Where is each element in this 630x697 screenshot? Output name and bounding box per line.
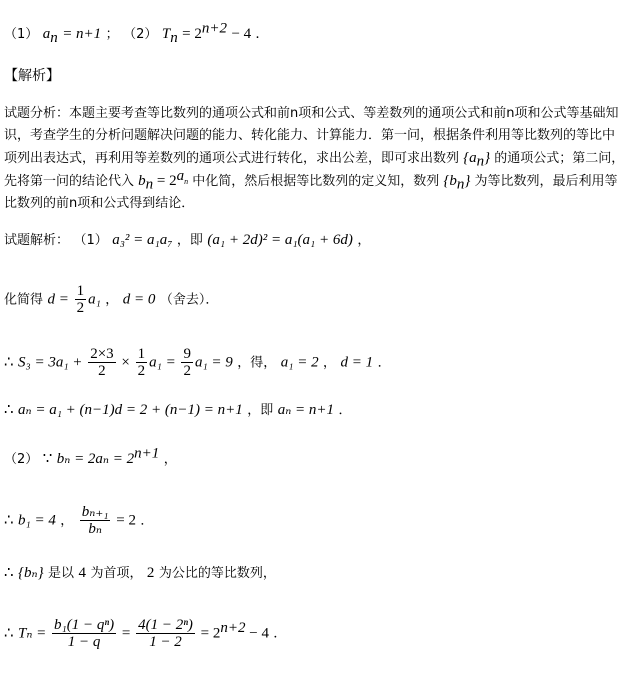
solution-s8-fraction-2 [136, 617, 195, 650]
solution-s2-note: （舍去）． [159, 292, 219, 308]
answer-part2-label: （2） [123, 27, 158, 42]
solution-s6-eq: = 2 [112, 512, 136, 529]
analysis-mid2: 中化简，然后根据等比数列的定义知，数列 [188, 174, 444, 189]
solution-step-5 [4, 445, 177, 470]
solution-s4-mid: ，即 [247, 403, 274, 418]
analysis-set-bn: {b [443, 173, 457, 189]
solution-s8-t: Tₙ = [18, 625, 51, 642]
solution-label: 试题解析： [4, 233, 70, 248]
solution-s7-text1: 是以 [48, 566, 75, 581]
analysis-bn-eq: = 2 [153, 173, 177, 189]
solution-s2-fraction [75, 283, 87, 316]
analysis-tail: 为等比数列，最后利用等比数列的前n项和公式得到结论． [4, 174, 618, 211]
solution-s2-mid: ， [105, 292, 119, 308]
solution-s8-f2-num: 4(1 − 2ⁿ) [138, 617, 193, 633]
analysis-bn-lhs: b [138, 173, 146, 189]
analysis-set-an-sub: n [476, 153, 485, 170]
jiexi-heading: 【解析】 [4, 68, 60, 84]
answer-an-symbol: a [42, 26, 51, 42]
solution-s8-eq2: = 2 [196, 625, 221, 642]
answer-tn-tail: − 4 [231, 26, 252, 42]
solution-step-8 [4, 617, 277, 650]
solution-s3-f1-den: 2 [98, 363, 106, 379]
solution-s3-end: ． [377, 355, 391, 371]
solution-s3-fraction-3 [181, 346, 193, 379]
analysis-set-an-close: } [484, 150, 491, 166]
solution-s8-f2-den: 1 − 2 [149, 634, 182, 650]
solution-s8-fraction-1 [52, 617, 116, 650]
solution-s3-fraction-1 [88, 346, 115, 379]
solution-step-1 [4, 230, 370, 251]
solution-step-7 [4, 563, 276, 584]
solution-s2-frac-den: 2 [76, 300, 85, 316]
solution-s7-text3: 为公比的等比数列， [158, 566, 276, 581]
solution-s7-4: 4 [78, 565, 86, 581]
solution-s5-eq: bₙ = 2aₙ = 2 [56, 451, 135, 467]
analysis-set-an: {a [463, 150, 477, 166]
solution-s7-set: {bₙ} [18, 565, 44, 581]
answer-end: . [255, 26, 260, 42]
solution-s1-eq: a₃² = a₁a₇ [112, 232, 173, 248]
solution-s3-a1: a₁ = [149, 354, 180, 371]
solution-s3-de: ，得， [237, 355, 277, 371]
solution-s3-f2-den: 2 [137, 363, 146, 379]
solution-s3-f1-num: 2×3 [90, 346, 114, 362]
solution-s3-sep: ， [323, 355, 337, 371]
solution-part1: （1） [73, 233, 108, 248]
answer-tn-eq: = 2 [182, 26, 202, 42]
solution-s8-tail: − 4 [245, 625, 269, 642]
therefore-symbol: ∴ [4, 565, 14, 581]
solution-part2: （2） [4, 452, 39, 467]
solution-s6-fnum: bₙ₊₁ [81, 504, 109, 520]
analysis-lead: 试题分析：本题主要考查等比数列的通项公式和前n项和公式、等差数列的通项公式和前n项和公式等基础知识，考查学生的分析问题解决问题的能力、转化能力、计算能力．第一问，根据条件利用等比数列的等比中项列出表达式，再利用等差数列的通项公式进行转化，求出公差，即可求出数列 [4, 106, 619, 166]
answer-tn-sub: n [170, 29, 178, 46]
solution-s6-b1: b₁ = 4 [18, 512, 56, 529]
solution-s3-a1b: a₁ = 9 [194, 354, 233, 371]
solution-s4-eq: aₙ = a₁ + (n−1)d = 2 + (n−1) = n+1 [18, 402, 243, 418]
solution-s1-mid: ，即 [176, 233, 203, 248]
answer-part1-label: （1） [4, 27, 39, 42]
solution-s2-frac-num: 1 [76, 283, 85, 299]
solution-s3-f3-den: 2 [183, 363, 191, 379]
solution-s7-text2: 为首项， [90, 566, 143, 581]
solution-s4-res: aₙ = n+1 [277, 402, 335, 418]
therefore-symbol: ∴ [4, 625, 14, 642]
answer-line [4, 20, 260, 46]
analysis-bn-sub: n [145, 176, 154, 193]
solution-s8-eq1: = [118, 625, 135, 642]
solution-s6-fden: bₙ [88, 521, 102, 537]
solution-s3-dv: d = 1 [340, 354, 374, 371]
solution-step-4 [4, 400, 351, 421]
solution-s8-f1-den: 1 − q [67, 634, 101, 650]
solution-s3-s3: S₃ = 3a₁ + [18, 354, 87, 371]
solution-s1-end: ， [357, 233, 371, 248]
answer-tn-symbol: T [161, 26, 171, 42]
solution-s2-d0: d = 0 [122, 291, 156, 308]
analysis-paragraph [4, 103, 626, 215]
analysis-set-bn-close: } [464, 173, 471, 189]
because-symbol: ∵ [42, 451, 53, 467]
therefore-symbol: ∴ [4, 402, 14, 418]
solution-s3-f3-num: 9 [183, 346, 191, 362]
analysis-bn-exp: a [176, 167, 185, 184]
solution-step-2 [4, 283, 218, 316]
solution-s6-sep: ， [60, 513, 74, 529]
solution-s8-exp: n+2 [220, 619, 246, 636]
solution-s2-a1: a₁ [88, 291, 101, 308]
solution-step-6 [4, 504, 153, 537]
solution-s6-end: ． [140, 513, 154, 529]
analysis-bn-exp-sub: n [184, 176, 189, 186]
solution-s5-exp: n+1 [134, 445, 160, 462]
therefore-symbol: ∴ [4, 354, 14, 371]
answer-tn-exp: n+2 [201, 20, 227, 37]
solution-s8-end: . [273, 625, 278, 642]
solution-s6-fraction [80, 504, 111, 537]
solution-s3-fraction-2 [136, 346, 148, 379]
solution-step-3 [4, 346, 391, 379]
analysis-mid1: 的通项公式；第二问，先将第一问的结论代入 [4, 151, 625, 189]
answer-an-rhs: = n+1 [62, 26, 102, 42]
solution-s2-pre: 化简得 [4, 292, 44, 308]
solution-s7-2: 2 [146, 565, 155, 581]
solution-s3-f2-num: 1 [137, 346, 146, 362]
solution-s8-f1-num: b₁(1 − qⁿ) [54, 617, 115, 633]
therefore-symbol: ∴ [4, 512, 14, 529]
solution-s3-a1v: a₁ = 2 [280, 354, 319, 371]
solution-s3-times: × [117, 354, 134, 371]
answer-an-sub: n [50, 29, 58, 46]
solution-s4-end: ． [338, 403, 352, 418]
answer-separator: ； [105, 27, 119, 42]
solution-s1-eq2: (a₁ + 2d)² = a₁(a₁ + 6d) [207, 232, 353, 248]
solution-s2-d: d = [47, 291, 73, 308]
analysis-set-bn-sub: n [456, 176, 465, 193]
solution-s5-end: ， [163, 452, 177, 467]
